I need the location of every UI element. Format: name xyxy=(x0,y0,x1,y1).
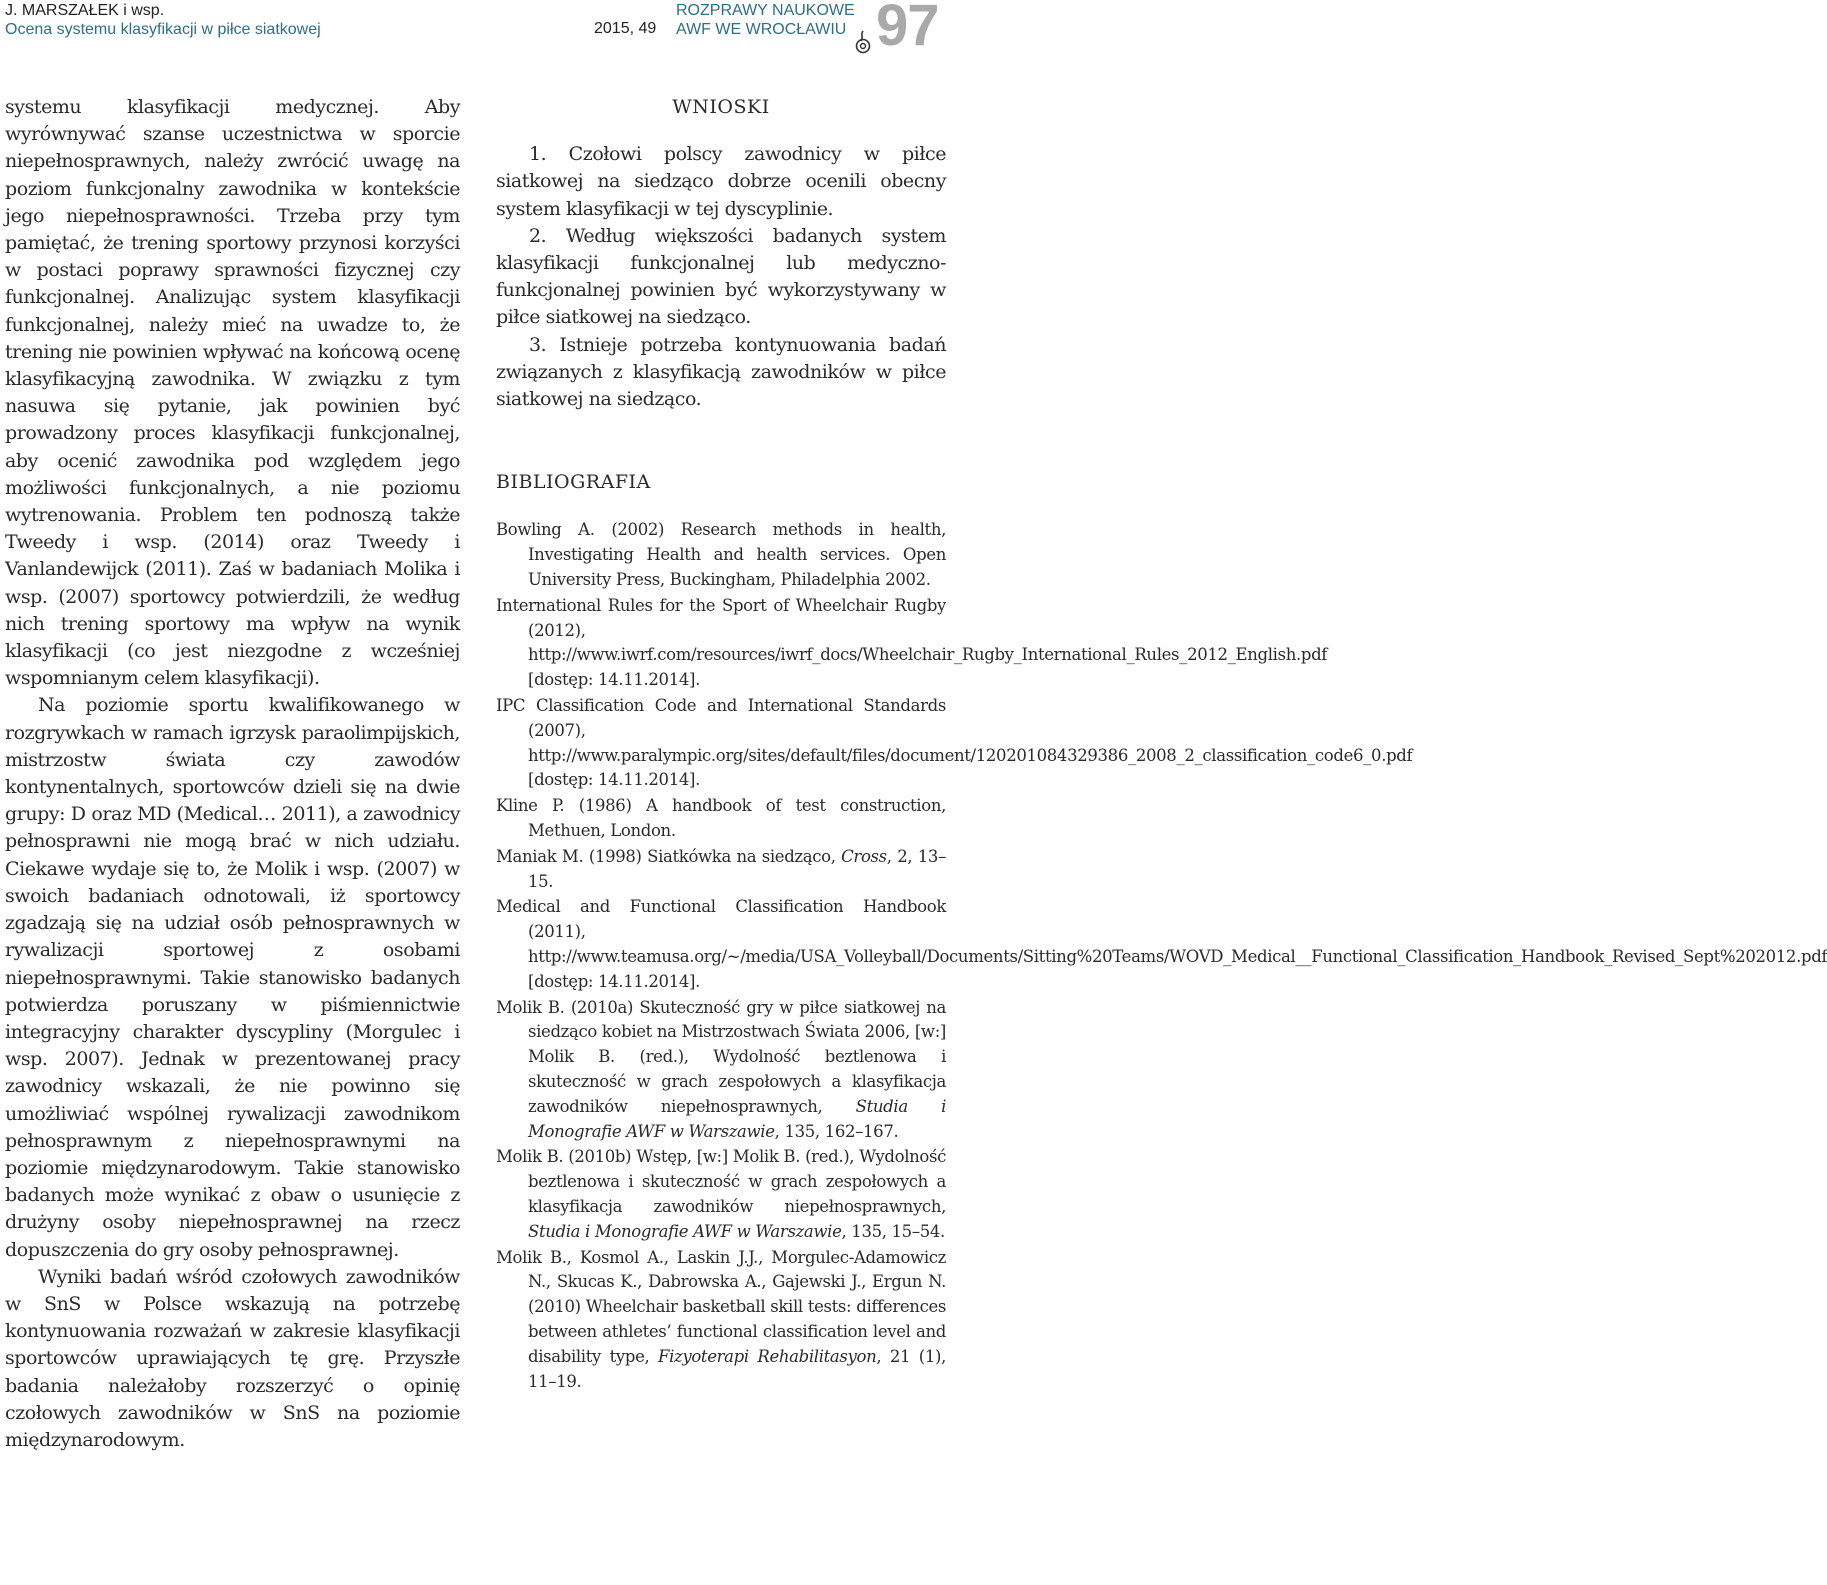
body-paragraph-1: systemu klasyfikacji medycznej. Aby wyrównywać szanse uczestnictwa w sporcie niepełnosprawnych, należy zwrócić uwagę na poziom funkcjonalny zawodnika w kontekście jego niepełnosprawności. Trzeba przy tym pamiętać, że trening sportowy przynosi korzyści w postaci poprawy sprawności fizycznej czy funkcjonalnej. Analizując system klasyfikacji funkcjonalnej, należy mieć na uwadze to, że trening nie powinien wpływać na końcową ocenę klasyfikacyjną zawodnika. W związku z tym nasuwa się pytanie, jak powinien być prowadzony proces klasyfikacji funkcjonalnej, aby ocenić zawodnika pod względem jego możliwości funkcjonalnych, a nie poziomu wytrenowania. Problem ten podnoszą także Tweedy i wsp. (2014) oraz Tweedy i Vanlandewijck (2011). Zaś w badaniach Molika i wsp. (2007) sportowcy potwierdzili, że według nich trening sportowy ma wpływ na wynik klasyfikacji (co jest niezgodne z wcześniej wspomnianym celem klasyfikacji). xyxy=(5,96,460,690)
year-issue: 2015, 49 xyxy=(594,20,657,37)
conclusions-heading: WNIOSKI xyxy=(672,96,770,118)
journal-logo-icon xyxy=(855,30,871,54)
page-number: 97 xyxy=(876,0,939,58)
bibliography-entry: Molik B., Kosmol A., Laskin J.J., Morgulec-Adamowicz N., Skucas K., Dabrowska A., Gajewski J., Ergun N. (2010) Wheelchair basketball skill tests: differences between athletes’ functional classification level and disability type, Fizyoterapi Rehabilitasyon, 21 (1), 11–19. xyxy=(496,1247,946,1391)
bibliography-entry: Bowling A. (2002) Research methods in health, Investigating Health and health services. Open University Press, Buckingham, Philadelphia 2002. xyxy=(496,520,946,590)
bibliography-list xyxy=(496,518,1827,1394)
bibliography-entry: Molik B. (2010a) Skuteczność gry w piłce siatkowej na siedząco kobiet na Mistrzostwach Świata 2006, [w:] Molik B. (red.), Wydolność beztlenowa i skuteczność w grach zespołowych a klasyfikacja zawodników niepełnosprawnych, Studia i Monografie AWF w Warszawie, 135, 162–167. xyxy=(496,997,946,1141)
conclusions-list xyxy=(496,141,946,413)
conclusion-item: 2. Według większości badanych system klasyfikacji funkcjonalnej lub medyczno-funkcjonalnej powinien być wykorzystywany w piłce siatkowej na siedząco. xyxy=(496,224,946,329)
body-paragraph-2: Na poziomie sportu kwalifikowanego w rozgrywkach w ramach igrzysk paraolimpijskich, mistrzostw świata czy zawodów kontynentalnych, sportowców dzieli się na dwie grupy: D oraz MD (Medical… 2011), a zawodnicy pełnosprawni nie mogą brać w nich udziału. Ciekawe wydaje się to, że Molik i wsp. (2007) w swoich badaniach odnotowali, iż sportowcy zgadzają się na udział osób pełnosprawnych w rywalizacji sportowej z osobami niepełnosprawnymi. Takie stanowisko badanych potwierdza poruszany w piśmiennictwie integracyjny charakter dyscypliny (Morgulec i wsp. 2007). Jednak w prezentowanej pracy zawodnicy wskazali, że nie powinno się umożliwiać wspólnej rywalizacji zawodnikom pełnosprawnym z niepełnosprawnymi na poziomie międzynarodowym. Takie stanowisko badanych może wynikać z obaw o usunięcie z drużyny osoby niepełnosprawnej na rzecz dopuszczenia do gry osoby pełnosprawnej. xyxy=(5,694,460,1261)
bibliography-entry: Molik B. (2010b) Wstęp, [w:] Molik B. (red.), Wydolność beztlenowa i skuteczność w grach zespołowych a klasyfikacja zawodników niepełnosprawnych, Studia i Monografie AWF w Warszawie, 135, 15–54. xyxy=(496,1147,946,1241)
running-head-title: Ocena systemu klasyfikacji w piłce siatkowej xyxy=(5,21,321,38)
page-header xyxy=(0,0,960,64)
body-paragraph-3: Wyniki badań wśród czołowych zawodników w SnS w Polsce wskazują na potrzebę kontynuowania rozważań w zakresie klasyfikacji sportowców uprawiających tę grę. Przyszłe badania należałoby rozszerzyć o opinię czołowych zawodników w SnS na poziomie międzynarodowym. xyxy=(5,1265,460,1451)
journal-name-line1: ROZPRAWY NAUKOWE xyxy=(676,2,855,19)
bibliography-entry: Medical and Functional Classification Handbook (2011), http://www.teamusa.org/~/media/USA_Volleyball/Documents/Sitting%20Teams/WOVD_Medical__Functional_Classification_Handbook_Revised_Sept%202012.pdf [dostęp: 14.11.2014]. xyxy=(496,897,1827,991)
running-head-authors: J. MARSZAŁEK i wsp. xyxy=(5,2,165,19)
journal-name xyxy=(676,1,855,39)
journal-name-line2: AWF WE WROCŁAWIU xyxy=(676,21,847,38)
bibliography-entry: Kline P. (1986) A handbook of test construction, Methuen, London. xyxy=(496,796,946,840)
left-column xyxy=(5,94,460,1454)
bibliography-heading: BIBLIOGRAFIA xyxy=(496,471,651,494)
conclusion-item: 3. Istnieje potrzeba kontynuowania badań związanych z klasyfikacją zawodników w piłce siatkowej na siedząco. xyxy=(496,333,946,411)
bibliography-entry: International Rules for the Sport of Wheelchair Rugby (2012), http://www.iwrf.com/resources/iwrf_docs/Wheelchair_Rugby_International_Rules_2012_English.pdf [dostęp: 14.11.2014]. xyxy=(496,595,1328,690)
bibliography-entry: Maniak M. (1998) Siatkówka na siedząco, Cross, 2, 13–15. xyxy=(496,846,946,891)
right-column xyxy=(496,94,1827,1395)
running-head xyxy=(5,1,321,39)
bibliography-entry: IPC Classification Code and International Standards (2007), http://www.paralympic.org/sites/default/files/document/120201084329386_2008_2_classification_code6_0.pdf [dostęp: 14.11.2014]. xyxy=(496,696,1413,790)
conclusion-item: 1. Czołowi polscy zawodnicy w piłce siatkowej na siedząco dobrze ocenili obecny system klasyfikacji w tej dyscyplinie. xyxy=(496,143,946,220)
